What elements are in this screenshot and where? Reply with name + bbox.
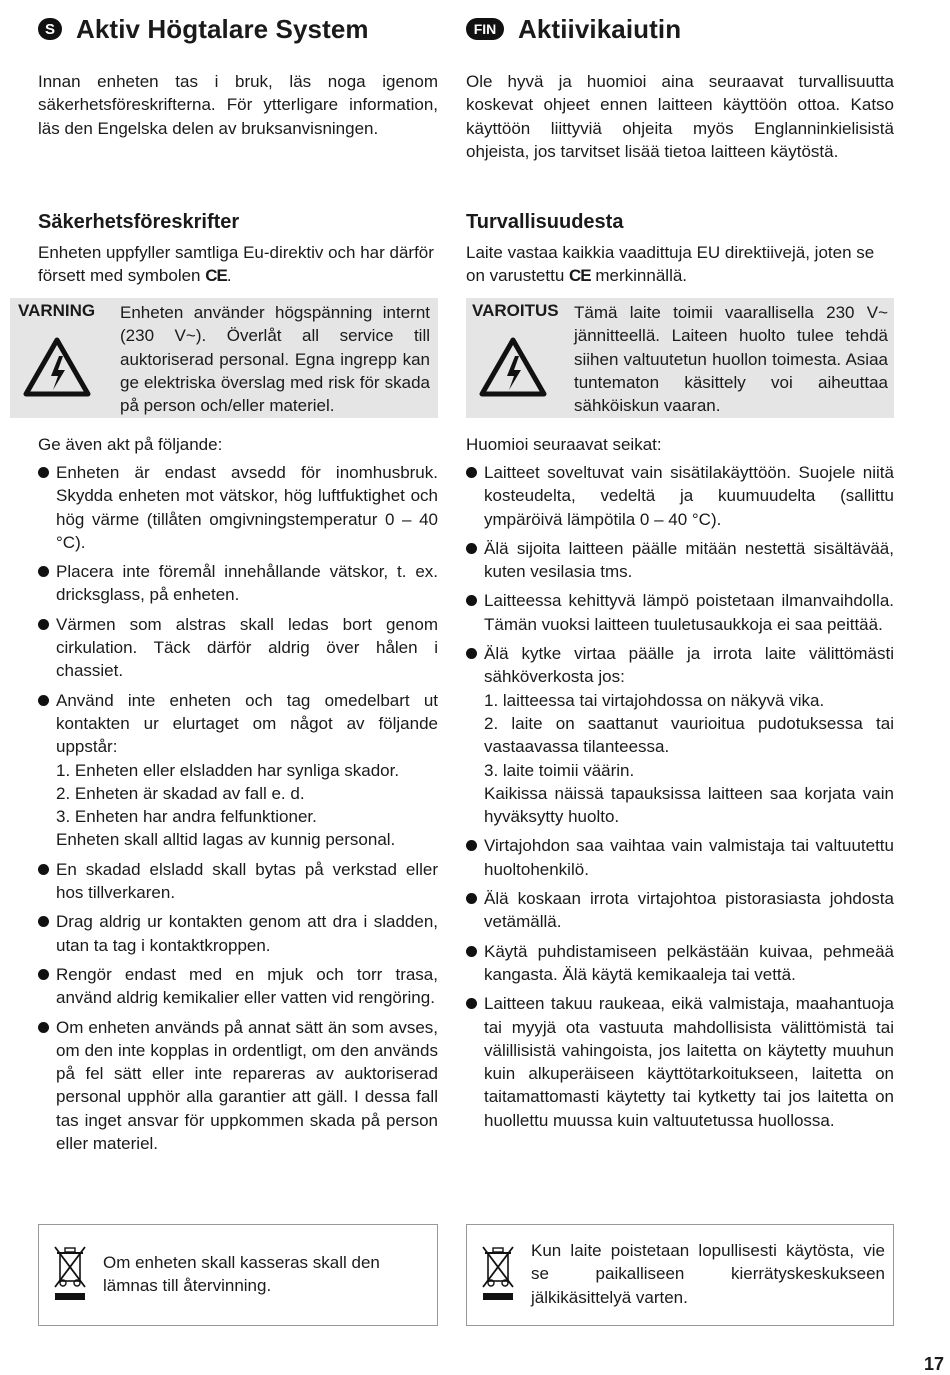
bullet-icon [466,946,477,957]
bullet-icon [38,916,49,927]
list-item [38,689,438,852]
crossed-bin-icon [53,1243,87,1303]
bullet-icon [466,840,477,851]
list-item [466,642,894,828]
bullet-icon [466,998,477,1009]
list-item [38,613,438,683]
list-item [38,963,438,1010]
language-badge-s: S [38,18,62,40]
list-item [38,910,438,957]
safety-heading: Turvallisuudesta [466,211,624,233]
bullet-icon [466,595,477,606]
bullet-icon [38,969,49,980]
bullet-icon [466,543,477,554]
note-text: Huomioi seuraavat seikat: [466,435,662,454]
list-item-text: En skadad elsladd skall bytas på verkstad eller hos tillverkaren. [56,859,438,903]
bullet-icon [466,467,477,478]
page-title-finnish: Aktiivikaiutin [518,13,682,44]
list-item-text: Laitteet soveltuvat vain sisätilakäyttöön. Suojele niitä kosteudelta, vedeltä ja kuumuudelta (sallittu ympäröivä lämpötila 0 – 40 °C). [484,463,894,529]
safety-suffix: merkinnällä. [595,266,688,286]
warning-text: Tämä laite toimii vaarallisella 230 V~ jännitteellä. Laiteen huolto tulee tehdä siihen valtuutetun huollon toimesta. Asiaa tuntematon käsittely voi aiheuttaa sähköiskun vaaran. [574,303,888,416]
list-item-text: Använd inte enheten och tag omedelbart ut kontakten ur elurtaget om något av följande uppstår: 1. Enheten eller elsladden har synliga skador. 2. Enheten är skadad av fall e. d. 3. Enheten har andra felfunktioner. Enheten skall alltid lagas av kunnig personal. [56,690,438,850]
list-item [38,560,438,607]
list-item-text: Käytä puhdistamiseen pelkästään kuivaa, pehmeää kangasta. Älä käytä kemikaaleja tai vettä. [484,941,894,984]
bullet-icon [38,467,49,478]
disposal-box [38,1224,438,1326]
list-item [38,1016,438,1156]
list-item [466,834,894,881]
disposal-box [466,1224,894,1326]
list-item-text: Älä kytke virtaa päälle ja irrota laite välittömästi sähköverkosta jos: 1. laitteessa tai virtajohdossa on näkyvä vika. 2. laite on saattanut vaurioitua pudotuksessa tai vastaavassa tilanteessa. 3. laite toimii väärin. Kaikissa näissä tapauksissa laitteen saa korjata vain hyväksytty huolto. [484,644,894,827]
warning-label: VARNING [18,301,96,320]
ce-mark: CE [205,266,227,286]
list-item-text: Älä sijoita laitteen päälle mitään nestettä sisältävää, kuten vesilasia tms. [484,538,894,582]
list-item [466,589,894,636]
list-item [466,887,894,934]
intro-text: Ole hyvä ja huomioi aina seuraavat turvallisuutta koskevat ohjeet ennen laitteen käyttöön ottoa. Katso käyttöön liittyviä ohjeita myös Englanninkielisistä ohjeista, jos tarvitset lisää tietoa laitteen käytöstä. [466,72,894,161]
safety-text-main: Enheten uppfyller samtliga Eu-direktiv och har därför försett med symbolen [38,243,434,286]
page-title-swedish: Aktiv Högtalare System [76,13,369,44]
list-item-text: Rengör endast med en mjuk och torr trasa, använd aldrig kemikalier eller vatten vid rengöring. [56,964,438,1008]
list-item-text: Enheten är endast avsedd för inomhusbruk. Skydda enheten mot vätskor, hög luftfuktighet och hög värme (tillåten omgivningstemperatur 0 – 40 °C). [56,463,438,552]
bullet-icon [38,619,49,630]
high-voltage-warning-icon [478,336,548,398]
bullet-icon [38,695,49,706]
list-item-text: Värmen som alstras skall ledas bort genom cirkulation. Täck därför aldrig över hålen i chassiet. [56,614,438,681]
list-item-text: Älä koskaan irrota virtajohtoa pistorasiasta johdosta vetämällä. [484,889,894,932]
bullet-icon [466,893,477,904]
list-item [466,537,894,584]
bullet-icon [38,864,49,875]
list-item-text: Drag aldrig ur kontakten genom att dra i sladden, utan ta tag i kontaktkroppen. [56,912,438,955]
warning-box [10,298,438,418]
high-voltage-warning-icon [22,336,92,398]
warning-label: VAROITUS [472,301,559,320]
language-badge-fin: FIN [466,18,504,40]
safety-text-main: Laite vastaa kaikkia vaadittuja EU direktiivejä, joten se on varustettu [466,243,875,286]
bullet-icon [466,648,477,659]
intro-text: Innan enheten tas i bruk, läs noga igenom säkerhetsföreskrifterna. För ytterligare information, läs den Engelska delen av bruksanvisningen. [38,72,438,138]
safety-suffix: . [226,266,232,286]
safety-heading: Säkerhetsföreskrifter [38,211,240,233]
list-item-text: Laitteen takuu raukeaa, eikä valmistaja, maahantuoja tai myyjä ota vastuuta mahdollisista välittömistä tai välillisistä vahingoista, jos laitetta on käytetty muuhun kuin alkuperäiseen käyttötarkoitukseen, laitetta on taitamattomasti käytetty tai kytketty tai jos laitetta on huollettu muussa kuin valtuutetussa huollossa. [484,994,894,1130]
safety-list [466,461,894,1138]
swedish-header [38,12,369,46]
list-item [38,461,438,554]
note-text: Ge även akt på följande: [38,435,223,454]
list-item [466,940,894,987]
list-item-text: Laitteessa kehittyvä lämpö poistetaan ilmanvaihdolla. Tämän vuoksi laitteen tuuletusaukkoja ei saa peittää. [484,591,894,634]
bullet-icon [38,1022,49,1033]
list-item [38,858,438,905]
ce-mark: CE [569,266,591,286]
page-number: 17 [923,1354,944,1374]
bullet-icon [38,566,49,577]
list-item-text: Om enheten används på annat sätt än som avses, om den inte kopplas in ordentligt, om den används på fel sätt eller inte repareras av auktoriserad personal upphör alla garantier att gäll. I dessa fall tas inget ansvar för uppkommen skada på person eller materiel. [56,1017,438,1154]
disposal-text: Kun laite poistetaan lopullisesti käytösta, vie se paikalliseen kierrätyskeskukseen jälkikäsittelyä varten. [531,1241,885,1307]
list-item-text: Virtajohdon saa vaihtaa vain valmistaja tai valtuutettu huoltohenkilö. [484,836,894,879]
safety-list [38,461,438,1161]
list-item-text: Placera inte föremål innehållande vätskor, t. ex. dricksglass, på enheten. [56,562,438,605]
crossed-bin-icon [481,1243,515,1303]
safety-text [38,241,438,288]
safety-text [466,241,894,288]
list-item [466,992,894,1132]
warning-text: Enheten använder högspänning internt (230 V~). Överlåt all service till auktoriserad personal. Egna ingrepp kan ge elektriska överslag med risk för skada på person och/eller materiel. [120,303,430,416]
disposal-text: Om enheten skall kasseras skall den lämnas till återvinning. [103,1253,380,1296]
finnish-header [466,12,681,46]
warning-box [466,298,894,418]
list-item [466,461,894,531]
